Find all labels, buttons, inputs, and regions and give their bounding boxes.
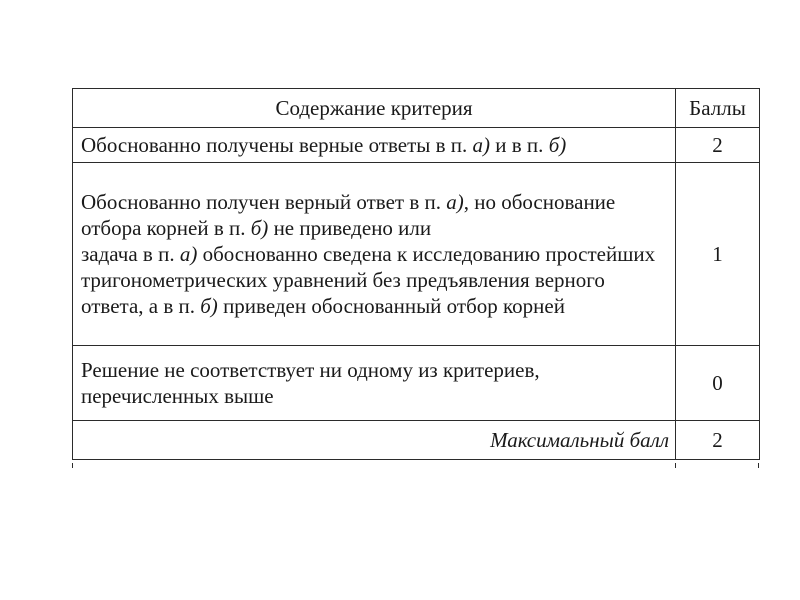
criterion-line: Решение не соответствует ни одному из критериев, (81, 358, 540, 382)
table-row (73, 128, 760, 163)
score-cell: 2 (676, 128, 760, 163)
criterion-text (73, 346, 676, 421)
points-column-header: Баллы (676, 89, 760, 128)
criteria-table (72, 88, 760, 460)
score-cell: 1 (676, 163, 760, 346)
max-score-row (73, 421, 760, 460)
criterion-text (73, 163, 676, 346)
criterion-line: Обоснованно получен верный ответ в п. а), но обоснование (81, 190, 616, 214)
table-bottom-divider (675, 463, 676, 468)
score-cell: 0 (676, 346, 760, 421)
criterion-line: перечисленных выше (81, 384, 274, 408)
table-row (73, 346, 760, 421)
criterion-column-header: Содержание критерия (73, 89, 676, 128)
max-score-value: 2 (676, 421, 760, 460)
table-row (73, 163, 760, 346)
criterion-line: отбора корней в п. б) не приведено или (81, 216, 432, 240)
table-header-row (73, 89, 760, 128)
table-bottom-edge (72, 463, 759, 468)
criterion-line: Обоснованно получены верные ответы в п. а) и в п. б) (81, 133, 567, 157)
criterion-text (73, 128, 676, 163)
criterion-line: тригонометрических уравнений без предъявления верного (81, 268, 605, 292)
max-score-label: Максимальный балл (73, 421, 676, 460)
criterion-line: задача в п. а) обоснованно сведена к исследованию простейших (81, 242, 656, 266)
criterion-line: ответа, а в п. б) приведен обоснованный отбор корней (81, 294, 565, 318)
